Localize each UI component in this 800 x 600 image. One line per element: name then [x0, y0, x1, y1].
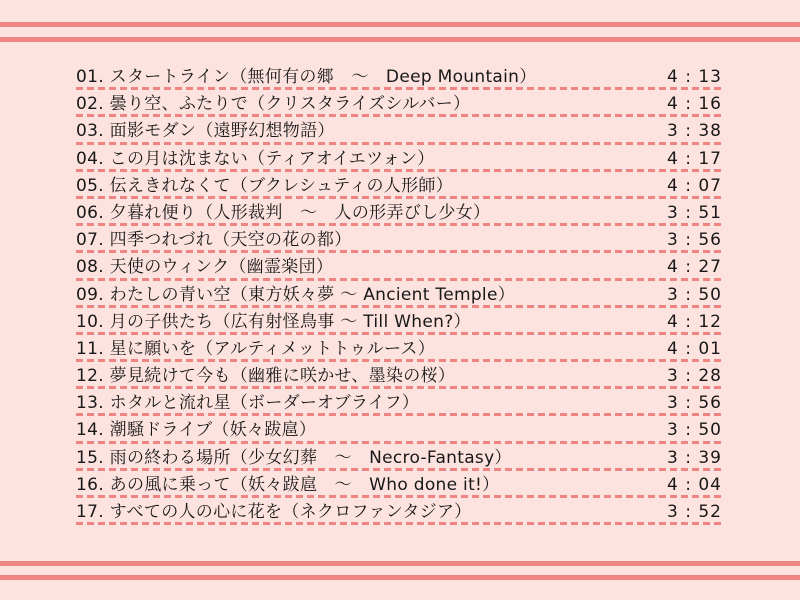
track-row-17 — [76, 500, 724, 527]
track-row-16 — [76, 473, 724, 500]
bottom-border-stripe-1 — [0, 561, 800, 566]
track-row-01 — [76, 65, 724, 92]
track-title: 13. ホタルと流れ星（ボーダーオブライフ） — [76, 393, 420, 414]
track-title: 05. 伝えきれなくて（ブクレシュティの人形師） — [76, 175, 454, 196]
track-title: 08. 天使のウィンク（幽霊楽団） — [76, 257, 334, 278]
track-row-04 — [76, 147, 724, 174]
track-title: 12. 夢見続けて今も（幽雅に咲かせ、墨染の桜） — [76, 366, 456, 387]
track-title: 03. 面影モダン（遠野幻想物語） — [76, 121, 335, 142]
track-title: 02. 曇り空、ふたりで（クリスタライズシルバー） — [76, 94, 471, 115]
track-duration: 3 : 39 — [667, 447, 722, 468]
track-duration: 3 : 28 — [667, 366, 722, 387]
track-row-13 — [76, 391, 724, 418]
track-duration: 4 : 12 — [667, 311, 722, 332]
track-row-06 — [76, 201, 724, 228]
track-duration: 4 : 07 — [667, 175, 722, 196]
track-duration: 3 : 50 — [667, 284, 722, 305]
track-row-11 — [76, 337, 724, 364]
track-duration: 3 : 38 — [667, 121, 722, 142]
track-duration: 3 : 56 — [667, 230, 722, 251]
track-duration: 3 : 52 — [667, 502, 722, 522]
track-row-05 — [76, 174, 724, 201]
track-title: 01. スタートライン（無何有の郷 ～ Deep Mountain） — [76, 67, 537, 87]
track-title: 07. 四季つれづれ（天空の花の都） — [76, 230, 352, 251]
track-duration: 4 : 27 — [667, 257, 722, 278]
track-duration: 4 : 17 — [667, 148, 722, 169]
track-row-15 — [76, 446, 724, 473]
top-border-stripe-2 — [0, 37, 800, 42]
track-row-07 — [76, 228, 724, 255]
track-row-09 — [76, 283, 724, 310]
track-duration: 4 : 04 — [667, 474, 722, 495]
track-row-03 — [76, 119, 724, 146]
top-border-stripe-1 — [0, 22, 800, 27]
track-title: 04. この月は沈まない（ティアオイエツォン） — [76, 148, 435, 169]
track-title: 15. 雨の終わる場所（少女幻葬 ～ Necro-Fantasy） — [76, 447, 512, 468]
track-duration: 4 : 13 — [667, 67, 722, 87]
track-row-12 — [76, 364, 724, 391]
track-title: 17. すべての人の心に花を（ネクロファンタジア） — [76, 502, 472, 522]
track-title: 09. わたしの青い空（東方妖々夢 ～ Ancient Temple） — [76, 284, 516, 305]
track-duration: 4 : 16 — [667, 94, 722, 115]
track-row-14 — [76, 418, 724, 445]
track-list — [76, 65, 724, 527]
track-row-08 — [76, 255, 724, 282]
track-duration: 3 : 51 — [667, 202, 722, 223]
bottom-border-stripe-2 — [0, 575, 800, 580]
track-duration: 4 : 01 — [667, 338, 722, 359]
track-title: 11. 星に願いを（アルティメットトゥルース） — [76, 338, 436, 359]
track-title: 10. 月の子供たち（広有射怪鳥事 ～ Till When?） — [76, 311, 471, 332]
track-duration: 3 : 56 — [667, 393, 722, 414]
track-title: 16. あの風に乗って（妖々跋扈 ～ Who done it!） — [76, 474, 500, 495]
track-row-02 — [76, 92, 724, 119]
track-duration: 3 : 50 — [667, 420, 722, 441]
track-row-10 — [76, 310, 724, 337]
track-title: 14. 潮騒ドライブ（妖々跋扈） — [76, 420, 317, 441]
track-title: 06. 夕暮れ便り（人形裁判 ～ 人の形弄びし少女） — [76, 202, 491, 223]
